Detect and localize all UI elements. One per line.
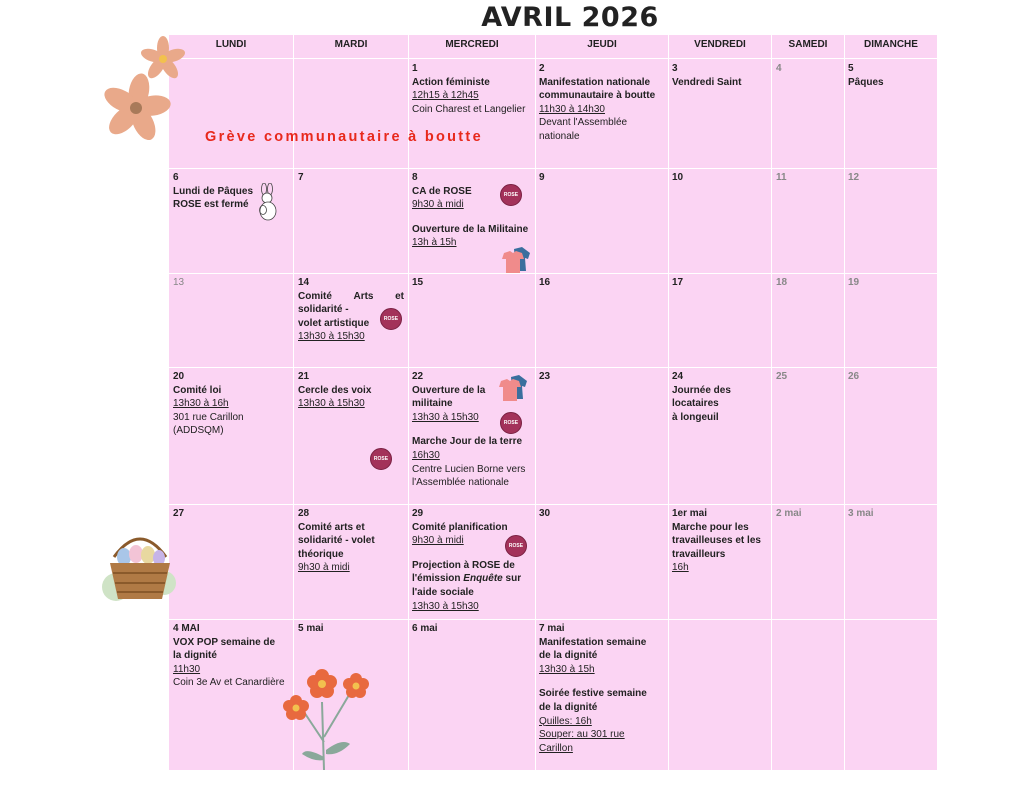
flower-bouquet-icon [276,662,380,772]
easter-basket-icon [100,527,180,605]
rose-seal-icon: ROSE [380,308,402,330]
cell-may-7: 7 mai Manifestation semaine de la dignité 13h30 à 15h Soirée festive semaine de la dignité Quilles: 16h Souper: au 301 rue Carillon [539,623,647,754]
cell-apr-20: 20 Comité loi 13h30 à 16h 301 rue Carillon (ADDSQM) [173,371,244,437]
cell-may-5: 5 mai [298,623,324,634]
flower-icon [98,70,174,146]
header-monday: LUNDI [215,39,247,50]
cell-apr-16: 16 [539,277,551,288]
page-title: AVRIL 2026 [481,2,659,33]
cell-apr-2: 2 Manifestation nationale communautaire à boutte 11h30 à 14h30 Devant l'Assemblée nationale [539,63,656,142]
cell-apr-11: 11 [776,172,787,183]
calendar-grid [169,35,937,770]
header-wednesday: MERCREDI [445,39,499,50]
cell-apr-15: 15 [412,277,424,288]
cell-apr-12: 12 [848,172,860,183]
rose-seal-icon: ROSE [500,412,522,434]
cell-apr-25: 25 [776,371,788,382]
header-tuesday: MARDI [334,39,368,50]
cell-apr-18: 18 [776,277,788,288]
clothing-icon [497,375,529,405]
cell-apr-10: 10 [672,172,684,183]
cell-apr-19: 19 [848,277,860,288]
header-sunday: DIMANCHE [864,39,918,50]
cell-may-2: 2 mai [776,508,802,519]
cell-apr-5: 5 Pâques [848,63,884,88]
cell-apr-13: 13 [173,277,185,288]
cell-apr-3: 3 Vendredi Saint [672,63,742,88]
cell-apr-6: 6 Lundi de Pâques ROSE est fermé [173,172,254,211]
cell-apr-30: 30 [539,508,551,519]
header-thursday: JEUDI [587,39,617,50]
cell-may-4: 4 MAI VOX POP semaine de la dignité 11h30 Coin 3e Av et Canardière [173,623,285,689]
cell-apr-24: 24 Journée des locataires à longeuil [672,371,731,423]
cell-may-1: 1er mai Marche pour les travailleuses et les travailleurs 16h [672,508,761,574]
easter-bunny-icon [255,183,281,223]
cell-apr-27: 27 [173,508,185,519]
cell-apr-14: 14 Comité Arts et solidarité - volet artistique 13h30 à 15h30 [298,277,404,343]
cell-apr-21: 21 Cercle des voix 13h30 à 15h30 [298,371,372,410]
header-saturday: SAMEDI [788,39,828,50]
cell-apr-22: 22 Ouverture de la militaine 13h30 à 15h30 Marche Jour de la terre 16h30 Centre Lucien Borne vers l'Assemblée nationale [412,371,526,489]
cell-apr-17: 17 [672,277,684,288]
cell-may-6: 6 mai [412,623,438,634]
clothing-icon [500,247,532,277]
cell-apr-23: 23 [539,371,551,382]
cell-apr-28: 28 Comité arts et solidarité - volet théorique 9h30 à midi [298,508,375,574]
strike-banner: Grève communautaire à boutte [205,129,483,145]
cell-apr-1: 1 Action féministe 12h15 à 12h45 Coin Charest et Langelier [412,63,526,115]
cell-apr-26: 26 [848,371,860,382]
cell-apr-8: 8 CA de ROSE 9h30 à midi Ouverture de la Militaine 13h à 15h [412,172,529,249]
cell-apr-29: 29 Comité planification 9h30 à midi Projection à ROSE de l'émission Enquête sur l'aide sociale 13h30 à 15h30 [412,508,522,612]
rose-seal-icon: ROSE [505,535,527,557]
cell-apr-9: 9 [539,172,545,183]
rose-seal-icon: ROSE [370,448,392,470]
rose-seal-icon: ROSE [500,184,522,206]
header-friday: VENDREDI [694,39,746,50]
cell-apr-4: 4 [776,63,782,74]
cell-may-3: 3 mai [848,508,874,519]
cell-apr-7: 7 [298,172,304,183]
